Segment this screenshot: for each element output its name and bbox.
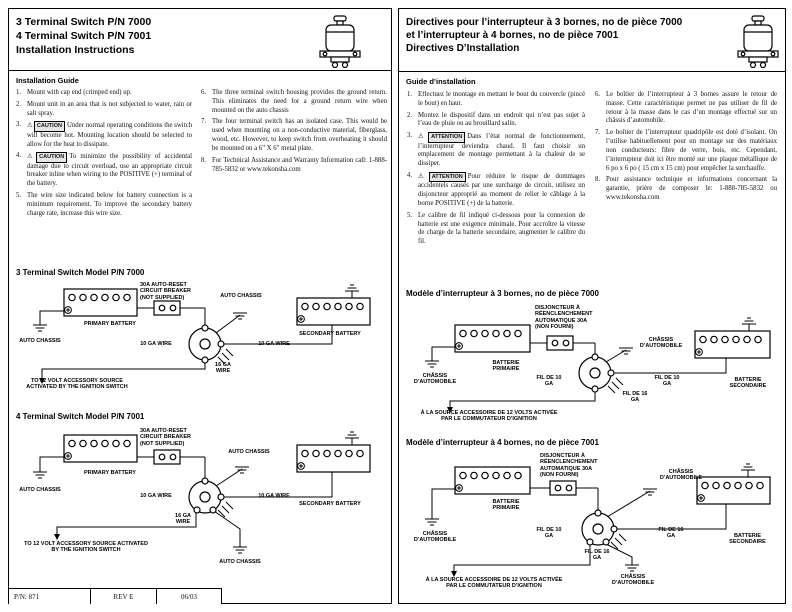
label-16ga-wire: FIL DE 16 GA	[622, 391, 648, 404]
instruction-item	[201, 89, 387, 115]
doc-title-fr	[406, 16, 726, 56]
label-circuit-breaker: DISJONCTEUR À RÉENCLENCHEMENT AUTOMATIQUE 30A (NON FOURNI)	[540, 453, 598, 479]
instructions-column-1	[16, 89, 192, 265]
instruction-item	[407, 112, 585, 130]
item-number: 6.	[201, 89, 207, 96]
item-text: Pour assistance technique et informations concernant la garantie, prière de composer le: 1-888-785-5832 ou www.tekonsha.com	[606, 176, 777, 202]
caution-badge: ATTENTION	[429, 172, 466, 182]
caution-text: Dans l’état normal de fonctionnement, l’interrupteur deviendra chaud. Il faut choisir un emplacement de montage permettant à la chaleur de se dissiper.	[418, 133, 585, 168]
instructions-column-1	[407, 91, 585, 285]
label-auto-chassis-left: AUTO CHASSIS	[19, 338, 61, 344]
item-text: Mount with cap end (crimped end) up.	[27, 89, 132, 96]
instruction-item-caution	[16, 152, 192, 189]
label-auto-chassis-bottom: AUTO CHASSIS	[219, 559, 261, 565]
label-circuit-breaker: 30A AUTO-RESET CIRCUIT BREAKER (NOT SUPPLIED)	[140, 428, 192, 447]
instruction-item-caution	[407, 132, 585, 169]
footer-part-number: P/N: 871	[9, 589, 91, 604]
label-secondary-battery: BATTERIE SECONDAIRE	[729, 533, 766, 546]
item-number: 3.	[16, 121, 22, 129]
instructions-column-2	[201, 89, 387, 265]
label-circuit-breaker: 30A AUTO-RESET CIRCUIT BREAKER (NOT SUPPLIED)	[140, 282, 192, 301]
label-10ga-wire-left: 10 GA WIRE	[140, 341, 172, 347]
wiring-diagram-7001	[12, 425, 387, 582]
item-text: Montez le dispositif dans un endroit qui n’est pas sujet à l’eau de pluie ou au brouillard salin.	[418, 111, 585, 128]
instruction-item	[407, 91, 585, 109]
instruction-item	[16, 101, 192, 119]
label-auto-chassis-left: CHÂSSIS D’AUTOMOBILE	[413, 531, 457, 544]
item-number: 1.	[407, 91, 413, 98]
title-line-1: 3 Terminal Switch P/N 7000	[16, 16, 152, 28]
item-text: The wire size indicated below for battery connection is a minimum requirement. To improve the secondary battery charge rate, increase this wire size.	[27, 192, 192, 217]
footer-strip	[8, 588, 222, 604]
instructions-column-2	[595, 91, 777, 285]
title-line-3: Installation Instructions	[16, 43, 135, 56]
label-auto-chassis-bottom: CHÂSSIS D’AUTOMOBILE	[611, 574, 655, 587]
header-rule	[9, 70, 391, 71]
item-text	[27, 121, 192, 149]
item-number: 5.	[407, 211, 413, 219]
installation-guide-heading: Installation Guide	[16, 76, 79, 85]
item-number: 6.	[595, 91, 601, 98]
label-10ga-wire-right: 10 GA WIRE	[258, 341, 290, 347]
item-text: Le boîtier de l’interrupteur à 3 bornes assure le retour de masse. Cette caractéristique permet ne pas utiliser de fil de retour à la masse dans le cas d’un montage effectué sur un châssis d’automobile.	[606, 91, 777, 125]
label-16ga-wire: 16 GA WIRE	[175, 513, 191, 526]
label-primary-battery: PRIMARY BATTERY	[84, 470, 136, 476]
caution-text: Pour réduire le risque de dommages accidentels causés par une surcharge de circuit, utilisez un disjoncteur approprié au moment de relier le câblage à la borne POSITIVE (+) de la batterie.	[418, 173, 585, 207]
installation-guide-heading: Guide d’installation	[406, 77, 476, 86]
instruction-item-caution	[16, 121, 192, 149]
instruction-item	[407, 212, 585, 247]
caution-badge: ATTENTION	[428, 132, 465, 142]
item-text: Le boîtier de l’interrupteur quadripôle est doté d’isolant. On l’utilise habituellement pour un montage sur des matériaux non conducteurs: fibre de verre, bois, etc. Cependant, l’interrupteur doit ici être monté sur une plaque métallique de 6 po x 6 po ( 15 cm x 15 cm) pour empêcher la surchauffe.	[606, 129, 777, 172]
label-primary-battery: BATTERIE PRIMAIRE	[492, 499, 520, 512]
item-number: 8.	[595, 176, 601, 184]
header-rule	[399, 71, 785, 72]
diagram-heading-7000: 3 Terminal Switch Model P/N 7000	[16, 268, 145, 277]
label-10ga-wire-right: FIL DE 10 GA	[658, 527, 684, 540]
instruction-item	[595, 176, 777, 202]
item-number: 2.	[16, 100, 22, 108]
item-number: 5.	[16, 192, 22, 200]
label-10ga-wire-left: FIL DE 10 GA	[536, 527, 562, 540]
item-number: 4.	[16, 152, 22, 160]
item-number: 8.	[201, 156, 207, 164]
label-10ga-wire-right: FIL DE 10 GA	[654, 375, 680, 388]
instruction-item	[16, 192, 192, 218]
title-line-2: et l’interrupteur à 4 bornes, no de pièce 7001	[406, 30, 619, 42]
instruction-item	[16, 89, 192, 98]
item-text: Effectuez le montage en mettant le bout du couvercle (pincé le bout) en haut.	[418, 91, 585, 107]
title-line-3: Directives D’Installation	[406, 43, 520, 55]
footer-revision: REV E	[91, 589, 157, 604]
warning-icon: ⚠	[27, 121, 33, 130]
item-text: The four terminal switch has an isolated case. This would be used when mounting on a non-conductive material, fiberglass, wood, etc. However, to keep switch from overheating it should be mounted on a 6" X 6" metal plate.	[212, 118, 387, 152]
label-secondary-battery: SECONDARY BATTERY	[299, 331, 361, 337]
label-16ga-wire: 16 GA WIRE	[215, 362, 231, 375]
page-english	[8, 8, 392, 604]
title-line-2: 4 Terminal Switch P/N 7001	[16, 29, 152, 42]
caution-badge: CAUTION	[34, 121, 65, 131]
caution-badge: CAUTION	[36, 152, 67, 162]
item-number: 7.	[595, 129, 601, 137]
instruction-item-caution	[407, 172, 585, 209]
diagram-heading-7001: 4 Terminal Switch Model P/N 7001	[16, 412, 145, 421]
wiring-diagram-7001-fr	[402, 453, 782, 601]
label-accessory-source: TO 12 VOLT ACCESSORY SOURCE ACTIVATED BY THE IGNITION SWITCH	[26, 378, 128, 391]
label-accessory-source: TO 12 VOLT ACCESSORY SOURCE ACTIVATED BY THE IGNITION SWITCH	[24, 541, 148, 554]
label-auto-chassis-left: AUTO CHASSIS	[19, 487, 61, 493]
item-text	[418, 172, 585, 209]
warning-icon: ⚠	[418, 132, 428, 141]
label-secondary-battery: SECONDARY BATTERY	[299, 501, 361, 507]
switch-device-icon	[317, 14, 363, 68]
diagram-heading-7000: Modèle d’interrupteur à 3 bornes, no de pièce 7000	[406, 289, 599, 298]
label-10ga-wire-right: 10 GA WIRE	[258, 493, 290, 499]
label-circuit-breaker: DISJONCTEUR À RÉENCLENCHEMENT AUTOMATIQUE 30A (NON FOURNI)	[535, 305, 593, 331]
item-text: The three terminal switch housing provides the ground return. This eliminates the need for a ground return wire when mounted on the auto chassis	[212, 89, 387, 114]
item-text: Mount unit in an area that is not subjected to water, rain or salt spray.	[27, 100, 192, 117]
item-text	[418, 132, 585, 169]
item-text	[27, 152, 192, 189]
diagram-heading-7001: Modèle d’interrupteur à 4 bornes, no de pièce 7001	[406, 438, 599, 447]
instruction-item	[201, 157, 387, 175]
item-text: Le calibre de fil indiqué ci-dessous pour la connexion de batterie est une exigence minimale. Pour accroître la vitesse de charge de la batterie secondaire, augmenter le calibre du fil.	[418, 211, 585, 246]
footer-date: 06/03	[181, 593, 197, 601]
instruction-item	[595, 91, 777, 126]
label-auto-chassis-left: CHÂSSIS D’AUTOMOBILE	[413, 373, 457, 386]
item-number: 4.	[407, 172, 413, 180]
item-number: 3.	[407, 132, 413, 140]
wiring-diagram-7000-fr	[402, 303, 782, 429]
item-number: 1.	[16, 89, 22, 96]
label-primary-battery: PRIMARY BATTERY	[84, 321, 136, 327]
warning-icon: ⚠	[27, 152, 36, 161]
label-16ga-wire: FIL DE 16 GA	[584, 549, 610, 562]
item-number: 2.	[407, 111, 413, 119]
switch-device-icon	[735, 14, 781, 68]
label-auto-chassis-top: CHÂSSIS D’AUTOMOBILE	[639, 337, 683, 350]
label-accessory-source: À LA SOURCE ACCESSOIRE DE 12 VOLTS ACTIVÉE PAR LE COMMUTATEUR D’IGNITION	[420, 410, 558, 423]
instruction-item	[201, 118, 387, 153]
item-number: 7.	[201, 118, 207, 126]
label-secondary-battery: BATTERIE SECONDAIRE	[729, 377, 767, 390]
doc-title-en	[16, 16, 316, 58]
warning-icon: ⚠	[418, 172, 428, 181]
label-10ga-wire-left: FIL DE 10 GA	[536, 375, 562, 388]
caution-text: Under normal operating conditions the switch will become hot. Mounting location should be selected to allow for the heat to dissipate.	[27, 122, 192, 148]
label-auto-chassis-top: AUTO CHASSIS	[220, 293, 262, 299]
label-10ga-wire-left: 10 GA WIRE	[140, 493, 172, 499]
caution-text: To minimize the possibility of accidental damage due to circuit overload, use an appropriate circuit breaker inline when wiring to the POSITIVE (+) terminal of the battery.	[27, 153, 192, 188]
label-accessory-source: À LA SOURCE ACCESSOIRE DE 12 VOLTS ACTIVÉE PAR LE COMMUTATEUR D’IGNITION	[425, 577, 563, 590]
page-french	[398, 8, 786, 604]
label-auto-chassis-top: AUTO CHASSIS	[228, 449, 270, 455]
item-text: For Technical Assistance and Warranty Information call: 1-888-785-5832 or www.tekonsha.com	[212, 156, 387, 173]
label-primary-battery: BATTERIE PRIMAIRE	[492, 360, 520, 373]
title-line-1: Directives pour l’interrupteur à 3 bornes, no de pièce 7000	[406, 17, 683, 28]
wiring-diagram-7000	[12, 281, 387, 396]
label-auto-chassis-top: CHÂSSIS D’AUTOMOBILE	[659, 469, 703, 482]
instruction-item	[595, 129, 777, 173]
